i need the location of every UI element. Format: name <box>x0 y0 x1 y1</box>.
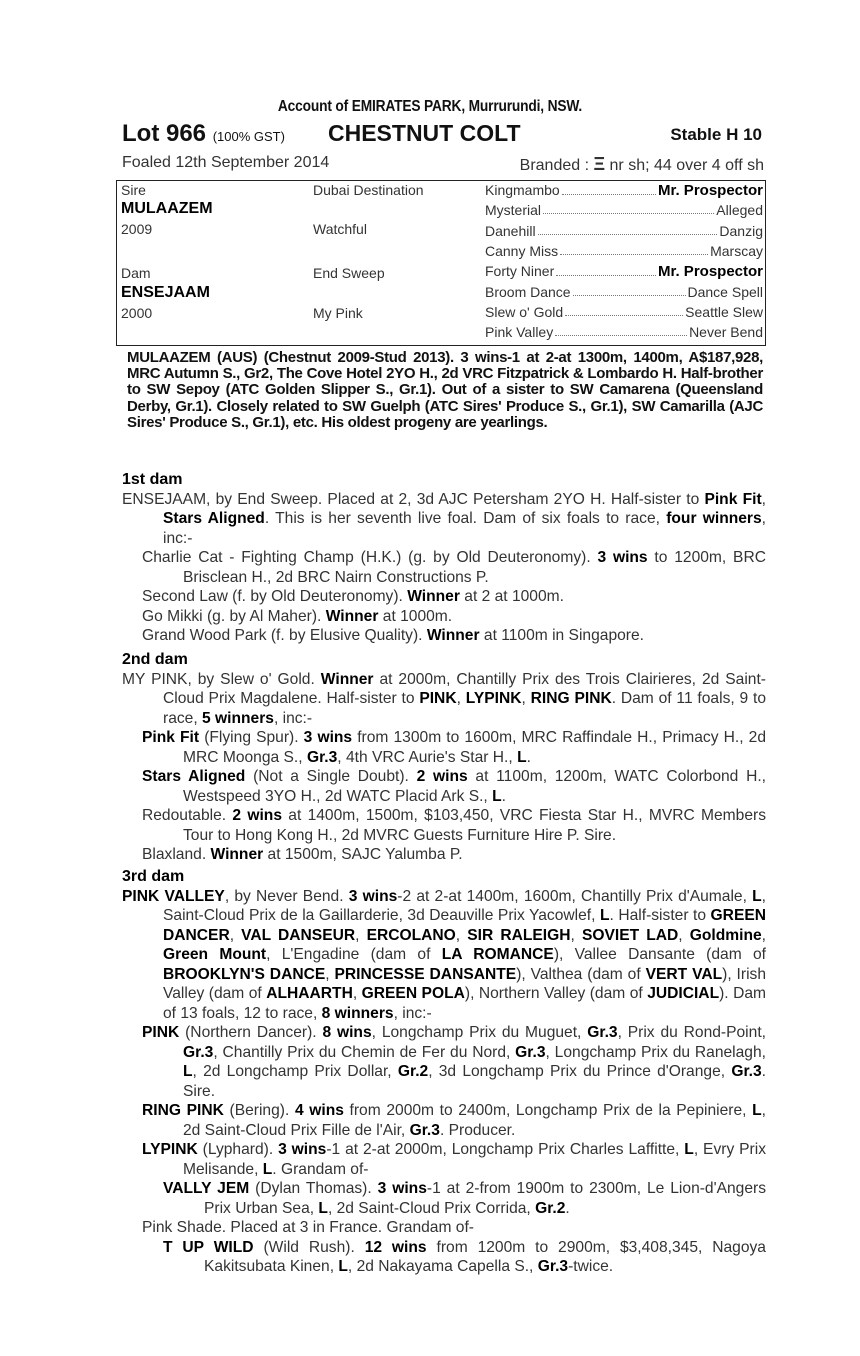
sire-year: 2009 <box>121 221 153 237</box>
dam-section <box>122 470 766 646</box>
text-run: , 2d Nakayama Capella S., <box>347 1258 538 1275</box>
text-run: at 1000m. <box>378 607 453 625</box>
bold-text: 3 wins <box>278 1141 327 1158</box>
text-run: ), Irish Valley (dam of <box>163 965 767 1002</box>
foaled-date: Foaled 12th September 2014 <box>122 154 330 171</box>
text-run: , <box>521 690 531 707</box>
bold-text: Goldmine <box>689 926 762 944</box>
bold-text: 4 wins <box>294 1102 344 1119</box>
dam-sire: End Sweep <box>313 265 385 281</box>
text-run: . <box>526 748 531 766</box>
text-run: , Saint-Cloud Prix de la Gaillarderie, 3d Deauville Prix Yacowlef, <box>163 887 766 924</box>
leader-dots <box>538 223 718 235</box>
ancestor-sire: Seattle Slew <box>685 303 763 320</box>
text-run: at 1400m, 1500m, $103,450, VRC Fiesta Star H., MVRC Members Tour to Hong Kong H., 2d MVRC Guests Furniture Hire P. Sire. <box>183 807 767 844</box>
pedigree-entry <box>142 587 766 607</box>
pedigree-entry <box>142 1101 766 1140</box>
ancestor-sire: Mr. Prospector <box>657 182 763 199</box>
pedigree-g3-row <box>485 304 763 320</box>
text-run: at 1500m, SAJC Yalumba P. <box>263 846 463 863</box>
dam-dam: My Pink <box>313 305 363 321</box>
dam-section <box>122 650 766 865</box>
bold-text: L <box>492 787 502 805</box>
pedigree-entry <box>142 1023 766 1101</box>
bold-text: Pink Fit <box>142 729 200 746</box>
pedigree-g3-row <box>485 243 763 259</box>
bold-text: L <box>338 1258 348 1275</box>
text-run: . This is her seventh live foal. Dam of six foals to race, <box>264 510 667 527</box>
text-run: Pink Shade. Placed at 3 in France. Grandam of- <box>142 1219 474 1236</box>
ancestor-sire: Danzig <box>719 222 763 239</box>
bold-text: Winner <box>407 588 460 605</box>
pedigree-entry <box>122 887 766 1024</box>
bold-text: LA ROMANCE <box>441 946 554 963</box>
sire-sire: Dubai Destination <box>313 182 424 198</box>
bold-text: L <box>752 1102 762 1119</box>
dam-name: ENSEJAAM <box>121 284 210 301</box>
bold-text: PINK VALLEY <box>122 887 225 905</box>
bold-text: 3 wins <box>597 549 648 566</box>
bold-text: Winner <box>210 846 264 863</box>
text-run: , <box>455 926 468 944</box>
ancestor-name: Mysterial <box>485 202 542 219</box>
sire-summary: MULAAZEM (AUS) (Chestnut 2009-Stud 2013). 3 wins-1 at 2-at 1300m, 1400m, A$187,928, MRC Autumn S., Gr2, The Cove Hotel 2YO H., 2d VRC Fitzpatrick & Lombardo H. Half-brother to SW Sepoy (ATC Golden Slipper S., Gr.1). Out of a sister to SW Camarena (Queensland Derby, Gr.1). Closely related to SW Guelph (ATC Sires' Produce S., Gr.1), SW Camarilla (AJC Sires' Produce S., Gr.1), etc. His oldest progeny are yearlings. <box>127 349 763 431</box>
dam-year: 2000 <box>121 305 153 321</box>
bold-text: 12 wins <box>364 1238 427 1256</box>
ancestor-sire: Mr. Prospector <box>657 263 763 281</box>
text-run: , <box>355 926 367 944</box>
leader-dots <box>556 263 656 276</box>
ancestor-sire: Marscay <box>710 242 763 259</box>
text-run: , 2d Saint-Cloud Prix Fille de l'Air, <box>183 1102 766 1139</box>
pedigree-entry <box>142 1140 766 1179</box>
text-run: from 1200m to 2900m, $3,408,345, Nagoya Kakitsubata Kinen, <box>204 1238 766 1275</box>
text-run: . Producer. <box>439 1121 516 1139</box>
ancestor-name: Canny Miss <box>485 242 559 259</box>
bold-text: 3 wins <box>377 1180 427 1197</box>
sire-name: MULAAZEM <box>121 200 213 217</box>
sire-label: Sire <box>121 182 146 198</box>
text-run: , <box>325 965 335 983</box>
text-run: -twice. <box>568 1258 614 1275</box>
leader-dots <box>555 324 687 336</box>
ancestor-name: Pink Valley <box>485 324 554 341</box>
pedigree-entry <box>163 1179 766 1218</box>
text-run: ). Dam of 13 foals, 12 to race, <box>163 985 767 1022</box>
text-run: . Sire. <box>183 1063 766 1100</box>
bold-text: L <box>183 1063 193 1080</box>
text-run: , <box>761 926 766 944</box>
text-run: , <box>570 926 582 944</box>
bold-text: L <box>517 748 527 766</box>
text-run: , inc:- <box>393 1004 432 1022</box>
bold-text: Winner <box>426 627 480 644</box>
bold-text: L <box>684 1141 694 1158</box>
leader-dots <box>565 304 683 316</box>
text-run: ), Valthea (dam of <box>516 965 646 983</box>
text-run: , L'Engadine (dam of <box>266 946 442 963</box>
bold-text: L <box>262 1160 273 1178</box>
pedigree-entry <box>163 1238 766 1277</box>
pedigree-g3-row <box>485 223 763 239</box>
text-run: at 1100m in Singapore. <box>479 627 644 644</box>
bold-text: Gr.3 <box>183 1043 214 1061</box>
pedigree-table <box>116 180 766 346</box>
bold-text: PRINCESSE DANSANTE <box>334 965 517 983</box>
text-run: . Grandam of- <box>272 1160 369 1178</box>
bold-text: 8 winners <box>321 1004 394 1022</box>
leader-dots <box>543 202 714 214</box>
leader-dots <box>562 182 656 195</box>
pedigree-entry <box>142 806 766 845</box>
text-run: , <box>229 926 242 944</box>
pedigree-entry <box>142 845 766 865</box>
gst-note: (100% GST) <box>212 129 285 144</box>
bold-text: VALLY JEM <box>163 1180 250 1197</box>
text-run: . <box>565 1199 570 1217</box>
bold-text: JUDICIAL <box>647 985 720 1002</box>
pedigree-entry <box>142 607 766 627</box>
text-run: , Prix du Rond-Point, <box>617 1024 766 1041</box>
bold-text: Gr.3 <box>515 1043 546 1061</box>
text-run: (Not a Single Doubt). <box>245 768 417 785</box>
bold-text: L <box>318 1199 328 1217</box>
leader-dots <box>560 243 708 255</box>
leader-dots <box>573 284 686 296</box>
bold-text: 3 wins <box>348 887 398 905</box>
text-run: to 1200m, BRC Brisclean H., 2d BRC Nairn Constructions P. <box>183 549 766 586</box>
bold-text: Winner <box>325 607 379 625</box>
ancestor-name: Broom Dance <box>485 283 571 300</box>
bold-text: RING PINK <box>530 690 612 707</box>
text-run: , 4th VRC Aurie's Star H., <box>337 748 518 766</box>
bold-text: PINK <box>142 1024 180 1041</box>
bold-text: 8 wins <box>322 1024 372 1041</box>
bold-text: four winners <box>666 510 762 527</box>
pedigree-g3-row <box>485 202 763 218</box>
bold-text: 5 winners <box>202 709 274 727</box>
text-run: at 2000m, Chantilly Prix des Trois Clairieres, 2d Saint-Cloud Prix Magdalene. Half-sister to <box>163 670 766 707</box>
dam-section <box>122 867 766 1277</box>
ancestor-name: Danehill <box>485 222 536 239</box>
pedigree-entry <box>122 670 766 729</box>
text-run: , Evry Prix Melisande, <box>183 1141 766 1178</box>
bold-text: 2 wins <box>416 768 468 785</box>
text-run: Grand Wood Park (f. by Elusive Quality). <box>142 627 427 644</box>
lot-number <box>122 120 285 148</box>
lot-header <box>122 120 766 150</box>
brand-mark-icon: Ξ <box>593 154 606 174</box>
text-run: . Dam of 11 foals, 9 to race, <box>163 690 766 727</box>
bold-text: SOVIET LAD <box>581 926 679 944</box>
bold-text: 3 wins <box>303 729 353 746</box>
bold-text: ERCOLANO <box>366 926 456 944</box>
text-run: -1 at 2-from 1900m to 2300m, Le Lion-d'Angers Prix Urban Sea, <box>204 1180 766 1217</box>
brand-info <box>520 154 764 175</box>
bold-text: VERT VAL <box>645 965 723 983</box>
bold-text: SIR RALEIGH <box>467 926 571 944</box>
text-run: Blaxland. <box>142 846 211 863</box>
text-run: from 1300m to 1600m, MRC Raffindale H., Primacy H., 2d MRC Moonga S., <box>183 729 766 766</box>
branded-text: nr sh; 44 over 4 off sh <box>609 157 764 174</box>
text-run: , Chantilly Prix du Chemin de Fer du Nord, <box>213 1043 516 1061</box>
bold-text: Gr.2 <box>397 1063 429 1080</box>
bold-text: L <box>599 907 610 924</box>
bold-text: GREEN DANCER <box>163 907 767 944</box>
section-heading: 3rd dam <box>122 868 185 885</box>
text-run: -2 at 2-at 1400m, 1600m, Chantilly Prix d'Aumale, <box>397 887 753 905</box>
pedigree-entry <box>122 490 766 549</box>
bold-text: Gr.3 <box>537 1258 569 1275</box>
bold-text: Stars Aligned <box>142 768 246 785</box>
bold-text: 2 wins <box>232 807 283 824</box>
text-run: (Bering). <box>223 1102 295 1119</box>
text-run: Charlie Cat - Fighting Champ (H.K.) (g. by Old Deuteronomy). <box>142 549 598 566</box>
text-run: , 2d Saint-Cloud Prix Corrida, <box>327 1199 536 1217</box>
bold-text: Pink Fit <box>704 490 762 508</box>
pedigree-entry <box>142 767 766 806</box>
bold-text: ALHAARTH <box>266 985 353 1002</box>
bold-text: BROOKLYN'S DANCE <box>163 965 326 983</box>
pedigree-entry <box>142 728 766 767</box>
text-run: Go Mikki (g. by Al Maher). <box>142 607 326 625</box>
text-run: (Dylan Thomas). <box>249 1180 378 1197</box>
stable-location: Stable H 10 <box>670 125 762 144</box>
text-run: at 2 at 1000m. <box>459 588 564 605</box>
pedigree-g3-row <box>485 182 763 199</box>
ancestor-name: Kingmambo <box>485 182 560 198</box>
lot-title: CHESTNUT COLT <box>328 120 521 146</box>
text-run: . <box>501 787 506 805</box>
text-run: -1 at 2-at 2000m, Longchamp Prix Charles Laffitte, <box>326 1141 685 1158</box>
bold-text: Gr.3 <box>306 748 338 766</box>
text-run: Redoutable. <box>142 807 233 824</box>
bold-text: T UP WILD <box>163 1238 254 1256</box>
text-run: , <box>456 690 466 707</box>
bold-text: VAL DANSEUR <box>241 926 356 944</box>
text-run: (Northern Dancer). <box>179 1024 323 1041</box>
text-run: from 2000m to 2400m, Longchamp Prix de la Pepiniere, <box>343 1102 753 1119</box>
pedigree-entry <box>142 548 766 587</box>
pedigree-g3-row <box>485 284 763 300</box>
section-heading: 2nd dam <box>122 651 188 668</box>
bold-text: Gr.3 <box>587 1024 618 1041</box>
text-run: , <box>678 926 690 944</box>
bold-text: PINK <box>419 690 457 707</box>
ancestor-sire: Alleged <box>716 202 763 219</box>
text-run: , Longchamp Prix du Ranelagh, <box>545 1043 766 1061</box>
bold-text: Stars Aligned <box>163 510 265 527</box>
text-run: ), Vallee Dansante (dam of <box>553 946 766 963</box>
text-run: MY PINK, by Slew o' Gold. <box>122 670 321 688</box>
text-run: , inc:- <box>273 709 313 727</box>
pedigree-entry <box>142 626 766 646</box>
bold-text: LYPINK <box>465 690 522 707</box>
text-run: , 2d Longchamp Prix Dollar, <box>192 1063 398 1080</box>
sire-dam: Watchful <box>313 221 367 237</box>
text-run: . Half-sister to <box>609 907 711 924</box>
text-run: , inc:- <box>163 510 767 547</box>
text-run: , by Never Bend. <box>224 887 349 905</box>
bold-text: Green Mount <box>163 946 267 963</box>
vendor-account: Account of EMIRATES PARK, Murrurundi, NSW. <box>277 98 583 115</box>
section-heading: 1st dam <box>122 471 183 488</box>
bold-text: L <box>752 887 762 905</box>
bold-text: Winner <box>320 670 374 688</box>
bold-text: RING PINK <box>142 1102 224 1119</box>
lot-label: Lot 966 <box>122 120 207 147</box>
ancestor-name: Slew o' Gold <box>485 303 564 320</box>
text-run: ENSEJAAM, by End Sweep. Placed at 2, 3d AJC Petersham 2YO H. Half-sister to <box>122 490 705 508</box>
text-run: ), Northern Valley (dam of <box>464 985 648 1002</box>
text-run: (Lyphard). <box>197 1141 279 1158</box>
bold-text: Gr.3 <box>731 1063 762 1080</box>
text-run: (Wild Rush). <box>253 1238 365 1256</box>
pedigree-entry <box>142 1218 766 1238</box>
text-run: (Flying Spur). <box>199 729 304 746</box>
text-run: , <box>761 490 766 508</box>
pedigree-g3-row <box>485 263 763 280</box>
text-run: Second Law (f. by Old Deuteronomy). <box>142 588 408 605</box>
pedigree-g3-row <box>485 324 763 340</box>
bold-text: Gr.2 <box>535 1199 566 1217</box>
ancestor-sire: Never Bend <box>689 324 763 341</box>
ancestor-sire: Dance Spell <box>687 283 763 300</box>
text-run: , <box>352 985 362 1002</box>
text-run: , Longchamp Prix du Muguet, <box>371 1024 588 1041</box>
dam-label: Dam <box>121 265 151 281</box>
bold-text: Gr.3 <box>409 1121 440 1139</box>
bold-text: GREEN POLA <box>361 985 465 1002</box>
text-run: , 3d Longchamp Prix du Prince d'Orange, <box>428 1063 732 1080</box>
bold-text: LYPINK <box>142 1141 198 1158</box>
branded-label: Branded : <box>519 157 590 174</box>
text-run: at 1100m, 1200m, WATC Colorbond H., Westspeed 3YO H., 2d WATC Placid Ark S., <box>183 768 767 805</box>
ancestor-name: Forty Niner <box>485 263 555 280</box>
